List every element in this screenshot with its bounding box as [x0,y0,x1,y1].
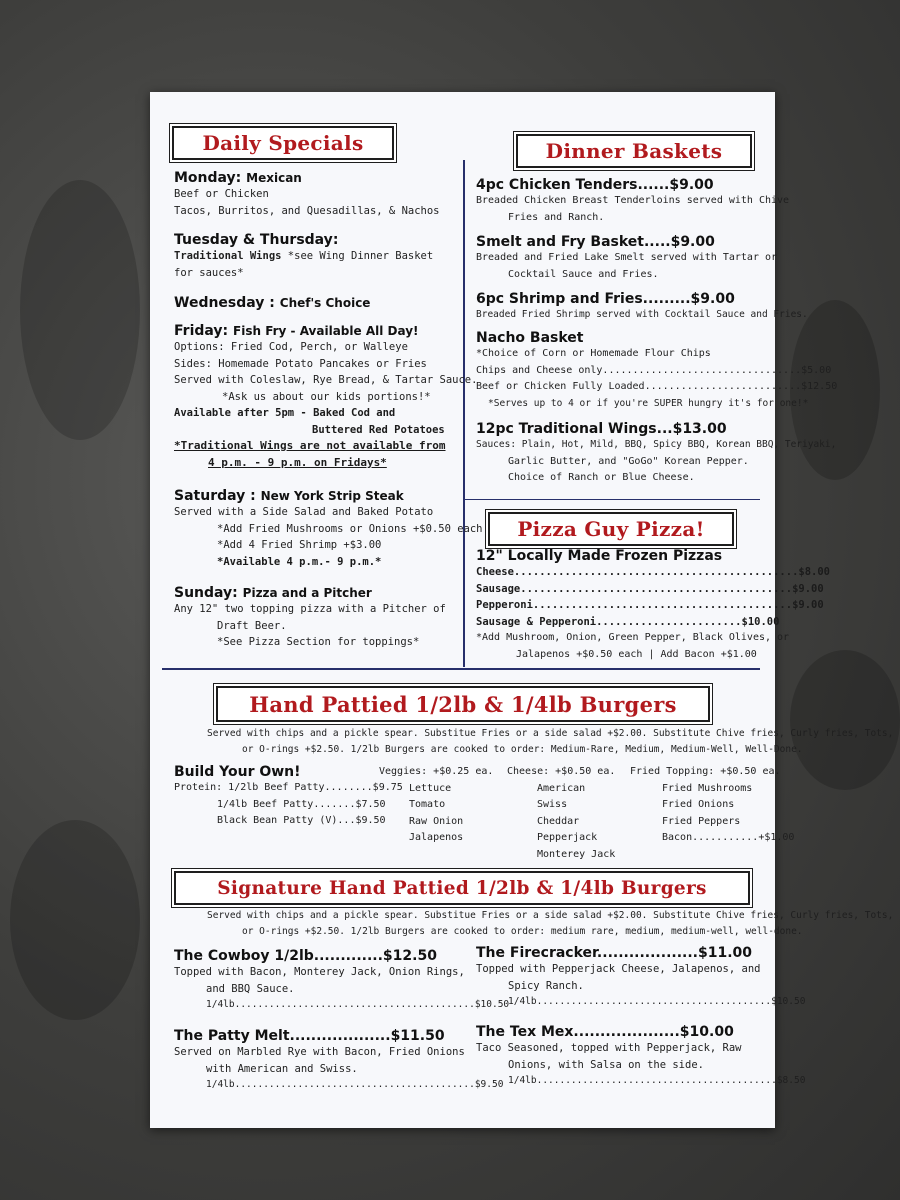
monday-sub: Mexican [246,171,302,185]
cheese-item: Monterey Jack [537,848,616,860]
pizza-item: Sausage...........................................$9.00 [476,582,824,595]
tuethu-day: Tuesday & Thursday: [174,232,339,248]
signature-desc: Served with chips and a pickle spear. Substitue Fries or a side salad +$2.00. Substitute Chive fries, Curly fries, Tots, [207,910,894,921]
pizza-block [476,548,830,663]
veggie-item: Lettuce [409,782,452,794]
veggies-title: Veggies: +$0.25 ea. [379,766,494,777]
patty-melt-item [174,1028,503,1094]
cheese-item: American [537,782,586,794]
fried-item: Fried Mushrooms [662,782,753,794]
tex-mex-price: 1/4lb..........................................$8.50 [508,1075,806,1086]
dinner-baskets-heading: Dinner Baskets [516,134,752,168]
smelt-desc: Breaded and Fried Lake Smelt served with Tartar or [476,252,778,263]
cheese-item: Cheddar [537,815,580,827]
background-shape [790,650,900,790]
fried-item: Bacon...........+$1.00 [662,832,795,843]
tex-mex-desc: Onions, with Salsa on the side. [508,1058,704,1071]
patty-melt-desc: Served on Marbled Rye with Bacon, Fried Onions [174,1046,465,1058]
friday-wings-warning: 4 p.m. - 9 p.m. on Fridays* [208,455,387,469]
friday-sub: Fish Fry - Available All Day! [233,324,419,338]
shrimp-desc: Breaded Fried Shrimp served with Cocktail Sauce and Fries. [476,309,808,320]
burgers-desc: or O-rings +$2.50. 1/2lb Burgers are cooked to order: Medium-Rare, Medium, Medium-Well, Well-Done. [242,744,803,755]
veggie-item: Jalapenos [409,832,464,843]
friday-line: Sides: Homemade Potato Pancakes or Fries [174,357,427,370]
background-shape [10,820,140,1020]
sunday-line: Draft Beer. [217,619,287,632]
saturday-sub: New York Strip Steak [260,489,404,503]
fried-item: Fried Onions [662,799,735,810]
pizza-sub: 12" Locally Made Frozen Pizzas [476,548,723,564]
wings-desc: Sauces: Plain, Hot, Mild, BBQ, Spicy BBQ, Korean BBQ, Teriyaki, [476,439,837,450]
pizza-item: Pepperoni.........................................$9.00 [476,599,824,611]
veggie-item: Raw Onion [409,815,464,827]
pizza-heading: Pizza Guy Pizza! [488,512,734,546]
cowboy-price: 1/4lb..........................................$10.50 [206,999,510,1010]
tuethu-block [174,232,433,281]
monday-day: Monday: [174,170,242,186]
patty-melt-desc: with American and Swiss. [206,1062,358,1075]
firecracker-desc: Topped with Pepperjack Cheese, Jalapenos, and [476,963,761,975]
wings-desc: Garlic Butter, and "GoGo" Korean Pepper. [508,455,749,467]
saturday-line: *Add Fried Mushrooms or Onions +$0.50 each [217,522,483,535]
tenders-desc: Breaded Chicken Breast Tenderloins served with Chive [476,195,790,206]
pizza-divider [465,499,760,500]
pizza-item: Cheese.............................................$8.00 [476,566,831,578]
pizza-note: *Add Mushroom, Onion, Green Pepper, Black Olives, or [476,632,790,643]
nacho-item [476,330,837,412]
menu-sheet [150,92,894,1128]
nacho-name: Nacho Basket [476,330,584,346]
monday-line: Tacos, Burritos, and Quesadillas, & Nachos [174,204,440,217]
cowboy-item [174,948,509,1014]
smelt-desc: Cocktail Sauce and Fries. [508,268,659,280]
saturday-block [174,488,483,570]
sunday-day: Sunday: [174,585,238,601]
firecracker-name: The Firecracker...................$11.00 [476,945,753,961]
friday-line: Options: Fried Cod, Perch, or Walleye [174,341,408,353]
pizza-item: Sausage & Pepperoni.......................$10.00 [476,615,780,628]
cowboy-desc: Topped with Bacon, Monterey Jack, Onion Rings, [174,966,465,978]
protein-item: Protein: 1/2lb Beef Patty........$9.75 [174,782,403,793]
sunday-line: *See Pizza Section for toppings* [217,636,420,648]
saturday-line: Served with a Side Salad and Baked Potato [174,506,434,518]
fried-item: Fried Peppers [662,815,741,827]
build-your-own-block [174,764,403,830]
nacho-desc: *Serves up to 4 or if you're SUPER hungry it's for one!* [488,397,809,409]
cheese-item: Pepperjack [537,832,598,843]
friday-line: Available after 5pm - Baked Cod and [174,407,396,419]
section-divider [162,668,760,670]
wings-item [476,421,836,487]
fried-topping-column [630,764,794,847]
tex-mex-name: The Tex Mex....................$10.00 [476,1024,734,1040]
fried-title: Fried Topping: +$0.50 ea. [630,766,781,777]
wednesday-sub: Chef's Choice [279,296,371,310]
shrimp-item [476,291,808,324]
pizza-note: Jalapenos +$0.50 each | Add Bacon +$1.00 [516,648,757,660]
monday-line: Beef or Chicken [174,188,269,200]
tuethu-note: *see Wing Dinner Basket [287,250,434,262]
saturday-line: *Add 4 Fried Shrimp +$3.00 [217,539,382,551]
background-shape [20,180,140,440]
tuethu-wings: Traditional Wings [174,250,282,262]
saturday-line: *Available 4 p.m.- 9 p.m.* [217,555,382,568]
burgers-desc: Served with chips and a pickle spear. Substitue Fries or a side salad +$2.00. Substitute Chive fries, Curly fries, Tots, [207,728,894,739]
sunday-block [174,585,446,651]
tex-mex-item [476,1024,805,1090]
friday-line: Served with Coleslaw, Rye Bread, & Tartar Sauce. [174,374,478,386]
signature-desc: or O-rings +$2.50. 1/2lb Burgers are cooked to order: medium rare, medium, medium-well, well-done. [242,926,803,937]
friday-wings-warning: *Traditional Wings are not available from [174,439,446,452]
sunday-sub: Pizza and a Pitcher [242,586,372,600]
firecracker-item [476,945,805,1011]
saturday-day: Saturday : [174,488,256,504]
friday-block [174,323,477,471]
smelt-name: Smelt and Fry Basket.....$9.00 [476,234,715,250]
tex-mex-desc: Taco Seasoned, topped with Pepperjack, Raw [476,1042,742,1054]
cowboy-desc: and BBQ Sauce. [206,982,295,995]
shrimp-name: 6pc Shrimp and Fries.........$9.00 [476,291,735,307]
sunday-line: Any 12" two topping pizza with a Pitcher of [174,603,446,615]
tenders-item [476,177,789,226]
firecracker-desc: Spicy Ranch. [508,979,584,992]
monday-block [174,170,440,219]
firecracker-price: 1/4lb.........................................$10.50 [508,996,806,1007]
cheese-column [507,764,615,863]
byo-heading: Build Your Own! [174,764,301,780]
friday-day: Friday: [174,323,229,339]
veggie-item: Tomato [409,799,446,810]
tenders-name: 4pc Chicken Tenders......$9.00 [476,177,714,193]
wednesday-day: Wednesday : [174,295,275,311]
cheese-title: Cheese: +$0.50 ea. [507,766,616,777]
daily-specials-heading: Daily Specials [172,126,394,160]
wings-name: 12pc Traditional Wings...$13.00 [476,421,727,437]
patty-melt-price: 1/4lb..........................................$9.50 [206,1079,504,1090]
burgers-heading: Hand Pattied 1/2lb & 1/4lb Burgers [216,686,710,722]
friday-line: *Ask us about our kids portions!* [222,390,431,403]
smelt-item [476,234,777,283]
friday-line: Buttered Red Potatoes [312,423,445,436]
cheese-item: Swiss [537,799,568,810]
signature-heading: Signature Hand Pattied 1/2lb & 1/4lb Burgers [174,871,750,905]
nacho-desc: Chips and Cheese only.................................$5.00 [476,364,832,376]
wings-desc: Choice of Ranch or Blue Cheese. [508,472,695,483]
protein-item: Black Bean Patty (V)...$9.50 [217,815,386,826]
protein-item: 1/4lb Beef Patty.......$7.50 [217,798,386,810]
veggies-column [379,764,493,847]
tenders-desc: Fries and Ranch. [508,211,605,223]
cowboy-name: The Cowboy 1/2lb.............$12.50 [174,948,437,964]
nacho-desc: *Choice of Corn or Homemade Flour Chips [476,348,711,359]
tuethu-line: for sauces* [174,266,244,279]
wednesday-block [174,295,370,311]
patty-melt-name: The Patty Melt...................$11.50 [174,1028,445,1044]
nacho-desc: Beef or Chicken Fully Loaded..........................$12.50 [476,381,838,392]
